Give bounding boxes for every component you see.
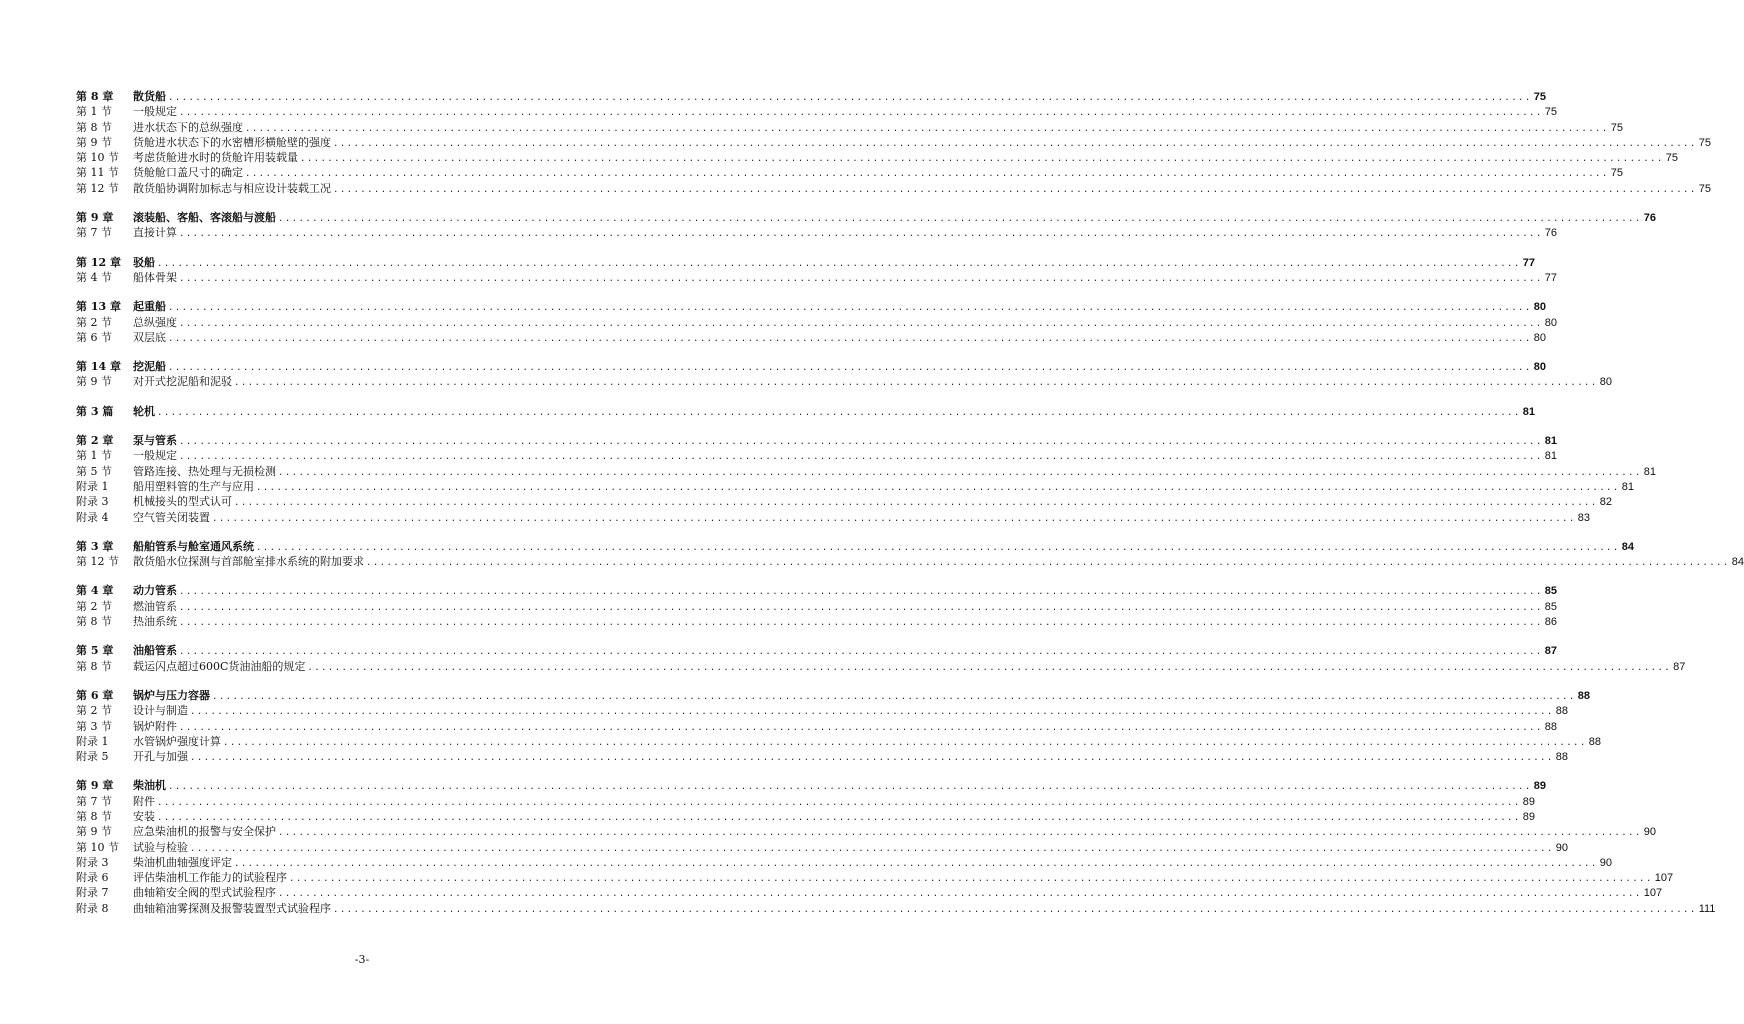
toc-entry-label: 附录 1 [76, 734, 109, 748]
toc-entry-title: 总纵强度 [133, 315, 177, 329]
toc-entry-label: 第 1 节 [76, 449, 112, 463]
toc-entry-title: 柴油机 [133, 779, 166, 793]
dot-leader: ........................................................................................................................................................................................................ [223, 737, 1587, 748]
toc-entry-title: 挖泥船 [133, 360, 166, 374]
dot-leader: ........................................................................................................................................................................................................ [168, 333, 1532, 344]
dot-leader: ........................................................................................................................................................................................................ [278, 828, 1642, 839]
toc-entry-title: 试验与检验 [133, 840, 188, 854]
toc-entry-label: 第 9 章 [76, 211, 114, 225]
toc-entry-label: 附录 3 [76, 495, 109, 509]
dot-leader: ........................................................................................................................................................................................................ [212, 513, 1576, 524]
dot-leader: ........................................................................................................................................................................................................ [245, 169, 1609, 180]
dot-leader: ........................................................................................................................................................................................................ [256, 542, 1620, 553]
dot-leader: ........................................................................................................................................................................................................ [333, 138, 1697, 149]
toc-entry-label: 第 14 章 [76, 360, 121, 374]
toc-entry[interactable] [76, 901, 1716, 916]
toc-entry[interactable] [76, 824, 1656, 839]
toc-entry-label: 第 13 章 [76, 300, 121, 314]
toc-entry-page: 80 [1533, 361, 1546, 374]
dot-leader: ........................................................................................................................................................................................................ [168, 363, 1532, 374]
toc-section [76, 778, 1716, 916]
toc-entry[interactable] [76, 599, 1557, 614]
dot-leader: ........................................................................................................................................................................................................ [157, 797, 1521, 808]
toc-section [76, 583, 1557, 629]
toc-entry-title: 空气管关闭装置 [133, 510, 210, 524]
toc-entry[interactable] [76, 749, 1568, 764]
dot-leader: ........................................................................................................................................................................................................ [168, 303, 1532, 314]
toc-entry-page: 87 [1544, 645, 1557, 658]
toc-entry-page: 77 [1522, 256, 1535, 269]
toc-entry[interactable] [76, 855, 1612, 870]
toc-entry-label: 第 5 章 [76, 644, 114, 658]
toc-entry-label: 第 2 节 [76, 704, 112, 718]
toc-entry-page: 87 [1673, 660, 1686, 673]
toc-entry[interactable] [76, 510, 1590, 525]
toc-entry-title: 附件 [133, 794, 155, 808]
toc-entry[interactable] [76, 181, 1711, 196]
toc-entry-label: 第 10 节 [76, 840, 119, 854]
toc-entry-label: 第 4 章 [76, 584, 114, 598]
toc-entry-page: 80 [1533, 301, 1546, 314]
toc-heading-entry[interactable] [76, 778, 1546, 793]
toc-entry-title: 安装 [133, 809, 155, 823]
toc-entry-title: 一般规定 [133, 449, 177, 463]
toc-entry[interactable] [76, 885, 1663, 900]
toc-entry-label: 第 9 节 [76, 825, 112, 839]
dot-leader: ........................................................................................................................................................................................................ [157, 258, 1521, 269]
toc-entry-page: 88 [1555, 751, 1568, 764]
toc-entry-label: 附录 6 [76, 871, 109, 885]
toc-entry-title: 起重船 [133, 300, 166, 314]
toc-entry-title: 水管锅炉强度计算 [133, 734, 221, 748]
dot-leader: ........................................................................................................................................................................................................ [212, 691, 1576, 702]
toc-entry-page: 77 [1544, 271, 1557, 284]
toc-heading-entry[interactable] [76, 643, 1557, 658]
toc-entry-label: 第 11 节 [76, 166, 119, 180]
toc-heading-entry[interactable] [76, 359, 1546, 374]
dot-leader: ........................................................................................................................................................................................................ [179, 437, 1543, 448]
dot-leader: ........................................................................................................................................................................................................ [179, 722, 1543, 733]
toc-entry-label: 第 7 节 [76, 226, 112, 240]
dot-leader: ........................................................................................................................................................................................................ [179, 273, 1543, 284]
toc-entry-label: 第 9 章 [76, 779, 114, 793]
toc-entry-page: 89 [1533, 780, 1546, 793]
dot-leader: ........................................................................................................................................................................................................ [289, 874, 1653, 885]
toc-section [76, 643, 1686, 674]
dot-leader: ........................................................................................................................................................................................................ [307, 662, 1672, 673]
toc-entry-label: 附录 5 [76, 750, 109, 764]
toc-entry[interactable] [76, 614, 1557, 629]
toc-section [76, 688, 1601, 764]
toc-heading-entry[interactable] [76, 299, 1546, 314]
toc-entry[interactable] [76, 135, 1711, 150]
dot-leader: ........................................................................................................................................................................................................ [157, 812, 1521, 823]
dot-leader: ........................................................................................................................................................................................................ [234, 498, 1598, 509]
toc-entry-title: 曲轴箱油雾探测及报警装置型式试验程序 [133, 901, 331, 915]
toc-section [76, 359, 1612, 390]
toc-entry-label: 第 3 篇 [76, 404, 114, 418]
toc-entry-title: 设计与制造 [133, 704, 188, 718]
toc-heading-entry[interactable] [76, 539, 1634, 554]
toc-entry-title: 船舶管系与舱室通风系统 [133, 539, 254, 553]
toc-entry[interactable] [76, 703, 1568, 718]
toc-entry-page: 81 [1522, 405, 1535, 418]
toc-entry-page: 88 [1544, 720, 1557, 733]
toc-entry-title: 动力管系 [133, 584, 177, 598]
toc-entry-page: 75 [1698, 136, 1711, 149]
toc-entry-title: 散货船协调附加标志与相应设计装载工况 [133, 181, 331, 195]
toc-heading-entry[interactable] [76, 89, 1546, 104]
toc-entry-label: 第 4 节 [76, 270, 112, 284]
dot-leader: ........................................................................................................................................................................................................ [278, 889, 1642, 900]
toc-entry-title: 锅炉与压力容器 [133, 688, 210, 702]
toc-entry-page: 75 [1698, 182, 1711, 195]
toc-entry-page: 75 [1533, 91, 1546, 103]
dot-leader: ........................................................................................................................................................................................................ [366, 558, 1730, 569]
toc-entry-label: 第 9 节 [76, 135, 112, 149]
toc-entry-title: 载运闪点超过600C货油油船的规定 [133, 659, 306, 673]
toc-section [76, 89, 1711, 196]
toc-entry-label: 第 12 节 [76, 181, 119, 195]
toc-entry-title: 泵与管系 [133, 434, 177, 448]
dot-leader: ........................................................................................................................................................................................................ [157, 407, 1521, 418]
toc-entry-label: 第 6 节 [76, 330, 112, 344]
toc-entry[interactable] [76, 464, 1656, 479]
toc-entry-page: 107 [1654, 872, 1674, 885]
toc-entry[interactable] [76, 104, 1557, 119]
toc-entry-title: 管路连接、热处理与无损检测 [133, 464, 276, 478]
toc-entry-title: 燃油管系 [133, 599, 177, 613]
dot-leader: ........................................................................................................................................................................................................ [256, 482, 1620, 493]
toc-entry-page: 75 [1610, 121, 1623, 134]
toc-heading-entry[interactable] [76, 583, 1557, 598]
toc-heading-entry[interactable] [76, 688, 1590, 703]
toc-entry-label: 第 2 节 [76, 315, 112, 329]
dot-leader: ........................................................................................................................................................................................................ [179, 108, 1543, 119]
toc-entry-label: 第 3 章 [76, 539, 114, 553]
toc-entry-title: 评估柴油机工作能力的试验程序 [133, 871, 287, 885]
toc-entry[interactable] [76, 794, 1535, 809]
toc-entry-page: 89 [1522, 795, 1535, 808]
toc-entry[interactable] [76, 270, 1557, 285]
dot-leader: ........................................................................................................................................................................................................ [234, 378, 1598, 389]
toc-entry[interactable] [76, 734, 1601, 749]
toc-entry-label: 第 12 章 [76, 255, 121, 269]
dot-leader: ........................................................................................................................................................................................................ [245, 123, 1609, 134]
toc-entry-label: 第 6 章 [76, 688, 114, 702]
dot-leader: ........................................................................................................................................................................................................ [179, 618, 1543, 629]
dot-leader: ........................................................................................................................................................................................................ [234, 858, 1598, 869]
toc-entry-title: 机械接头的型式认可 [133, 495, 232, 509]
table-of-contents [76, 89, 1744, 930]
toc-entry[interactable] [76, 315, 1557, 330]
toc-heading-entry[interactable] [76, 255, 1535, 270]
toc-entry-page: 90 [1643, 826, 1656, 839]
toc-entry-label: 第 8 节 [76, 120, 112, 134]
dot-leader: ........................................................................................................................................................................................................ [179, 452, 1543, 463]
toc-entry[interactable] [76, 374, 1612, 389]
toc-entry-title: 货舱舱口盖尺寸的确定 [133, 166, 243, 180]
toc-entry[interactable] [76, 120, 1623, 135]
toc-entry-page: 84 [1621, 540, 1634, 553]
toc-entry-title: 货舱进水状态下的水密槽形横舱壁的强度 [133, 135, 331, 149]
toc-entry-page: 76 [1643, 212, 1656, 225]
toc-entry-page: 75 [1610, 167, 1623, 180]
toc-entry-page: 81 [1544, 435, 1557, 448]
page-number: -3- [354, 953, 370, 966]
dot-leader: ........................................................................................................................................................................................................ [278, 214, 1642, 225]
toc-entry[interactable] [76, 165, 1623, 180]
toc-entry-page: 75 [1544, 106, 1557, 119]
toc-entry-page: 80 [1544, 316, 1557, 329]
toc-section [76, 404, 1535, 419]
toc-entry[interactable] [76, 659, 1686, 674]
toc-entry-page: 76 [1544, 227, 1557, 240]
toc-entry[interactable] [76, 809, 1535, 824]
toc-entry[interactable] [76, 150, 1678, 165]
toc-entry-title: 轮机 [133, 404, 155, 418]
toc-entry-page: 85 [1544, 600, 1557, 613]
dot-leader: ........................................................................................................................................................................................................ [190, 843, 1554, 854]
toc-entry-label: 第 7 节 [76, 794, 112, 808]
toc-entry[interactable] [76, 330, 1546, 345]
toc-entry-title: 开孔与加强 [133, 750, 188, 764]
toc-entry-page: 83 [1577, 511, 1590, 524]
dot-leader: ........................................................................................................................................................................................................ [190, 707, 1554, 718]
toc-heading-entry[interactable] [76, 404, 1535, 419]
dot-leader: ........................................................................................................................................................................................................ [179, 229, 1543, 240]
toc-entry-label: 附录 4 [76, 510, 109, 524]
toc-entry-page: 75 [1665, 152, 1678, 165]
toc-section [76, 433, 1656, 525]
dot-leader: ........................................................................................................................................................................................................ [333, 184, 1697, 195]
toc-section [76, 539, 1744, 570]
toc-entry-page: 88 [1577, 689, 1590, 702]
toc-entry-page: 85 [1544, 585, 1557, 598]
dot-leader: ........................................................................................................................................................................................................ [179, 318, 1543, 329]
toc-entry-title: 直接计算 [133, 226, 177, 240]
toc-entry[interactable] [76, 840, 1568, 855]
toc-entry-title: 对开式挖泥船和泥驳 [133, 375, 232, 389]
toc-entry[interactable] [76, 719, 1557, 734]
toc-section [76, 255, 1557, 286]
toc-entry-label: 附录 3 [76, 855, 109, 869]
toc-entry-title: 锅炉附件 [133, 719, 177, 733]
toc-entry-title: 曲轴箱安全阀的型式试验程序 [133, 886, 276, 900]
dot-leader: ........................................................................................................................................................................................................ [168, 782, 1532, 793]
toc-entry-title: 应急柴油机的报警与安全保护 [133, 825, 276, 839]
toc-entry-label: 第 2 节 [76, 599, 112, 613]
toc-entry-label: 第 2 章 [76, 434, 114, 448]
toc-entry[interactable] [76, 870, 1674, 885]
toc-entry-page: 81 [1643, 465, 1656, 478]
toc-entry-page: 111 [1698, 902, 1716, 915]
toc-entry-title: 船体骨架 [133, 270, 177, 284]
toc-entry-label: 第 12 节 [76, 555, 119, 569]
toc-entry-title: 滚装船、客船、客滚船与渡船 [133, 211, 276, 225]
toc-entry[interactable] [76, 479, 1634, 494]
toc-heading-entry[interactable] [76, 210, 1656, 225]
toc-entry-title: 一般规定 [133, 105, 177, 119]
toc-entry[interactable] [76, 448, 1557, 463]
dot-leader: ........................................................................................................................................................................................................ [190, 753, 1554, 764]
toc-entry-label: 第 3 节 [76, 719, 112, 733]
toc-entry-label: 第 5 节 [76, 464, 112, 478]
toc-entry-page: 90 [1599, 856, 1612, 869]
toc-entry-label: 第 9 节 [76, 375, 112, 389]
toc-entry[interactable] [76, 225, 1557, 240]
dot-leader: ........................................................................................................................................................................................................ [179, 587, 1543, 598]
toc-entry-label: 第 1 节 [76, 105, 112, 119]
toc-entry-label: 第 8 节 [76, 809, 112, 823]
toc-entry-page: 86 [1544, 616, 1557, 629]
toc-entry-label: 附录 1 [76, 479, 109, 493]
dot-leader: ........................................................................................................................................................................................................ [179, 602, 1543, 613]
dot-leader: ........................................................................................................................................................................................................ [333, 904, 1697, 915]
toc-entry-label: 第 10 节 [76, 151, 119, 165]
toc-entry-label: 第 8 节 [76, 615, 112, 629]
toc-entry-title: 进水状态下的总纵强度 [133, 120, 243, 134]
toc-entry-label: 附录 7 [76, 886, 109, 900]
toc-entry-title: 柴油机曲轴强度评定 [133, 855, 232, 869]
toc-entry-page: 80 [1599, 376, 1612, 389]
toc-entry-page: 80 [1533, 331, 1546, 344]
toc-entry-title: 热油系统 [133, 615, 177, 629]
toc-entry-page: 88 [1555, 705, 1568, 718]
toc-entry-page: 107 [1643, 887, 1663, 900]
toc-section [76, 210, 1656, 241]
toc-entry-page: 82 [1599, 496, 1612, 509]
toc-entry-page: 81 [1621, 480, 1634, 493]
toc-entry-page: 84 [1731, 556, 1744, 569]
toc-entry-title: 考虑货舱进水时的货舱许用装载量 [133, 151, 298, 165]
toc-entry-title: 驳船 [133, 255, 155, 269]
dot-leader: ........................................................................................................................................................................................................ [278, 467, 1642, 478]
dot-leader: ........................................................................................................................................................................................................ [168, 93, 1532, 103]
dot-leader: ........................................................................................................................................................................................................ [300, 154, 1664, 165]
toc-entry-title: 双层底 [133, 330, 166, 344]
toc-entry-title: 油船管系 [133, 644, 177, 658]
toc-entry-title: 散货船 [133, 90, 166, 103]
toc-entry[interactable] [76, 494, 1612, 509]
toc-entry-page: 81 [1544, 450, 1557, 463]
toc-section [76, 299, 1557, 345]
toc-entry-page: 90 [1555, 841, 1568, 854]
toc-entry-page: 88 [1588, 735, 1601, 748]
toc-entry-label: 附录 8 [76, 901, 109, 915]
dot-leader: ........................................................................................................................................................................................................ [179, 647, 1543, 658]
toc-entry-title: 船用塑料管的生产与应用 [133, 479, 254, 493]
toc-heading-entry[interactable] [76, 433, 1557, 448]
toc-entry-label: 第 8 章 [76, 90, 114, 103]
toc-entry-title: 散货船水位探测与首部舱室排水系统的附加要求 [133, 555, 364, 569]
toc-entry[interactable] [76, 554, 1744, 569]
toc-entry-page: 89 [1522, 810, 1535, 823]
toc-entry-label: 第 8 节 [76, 659, 112, 673]
